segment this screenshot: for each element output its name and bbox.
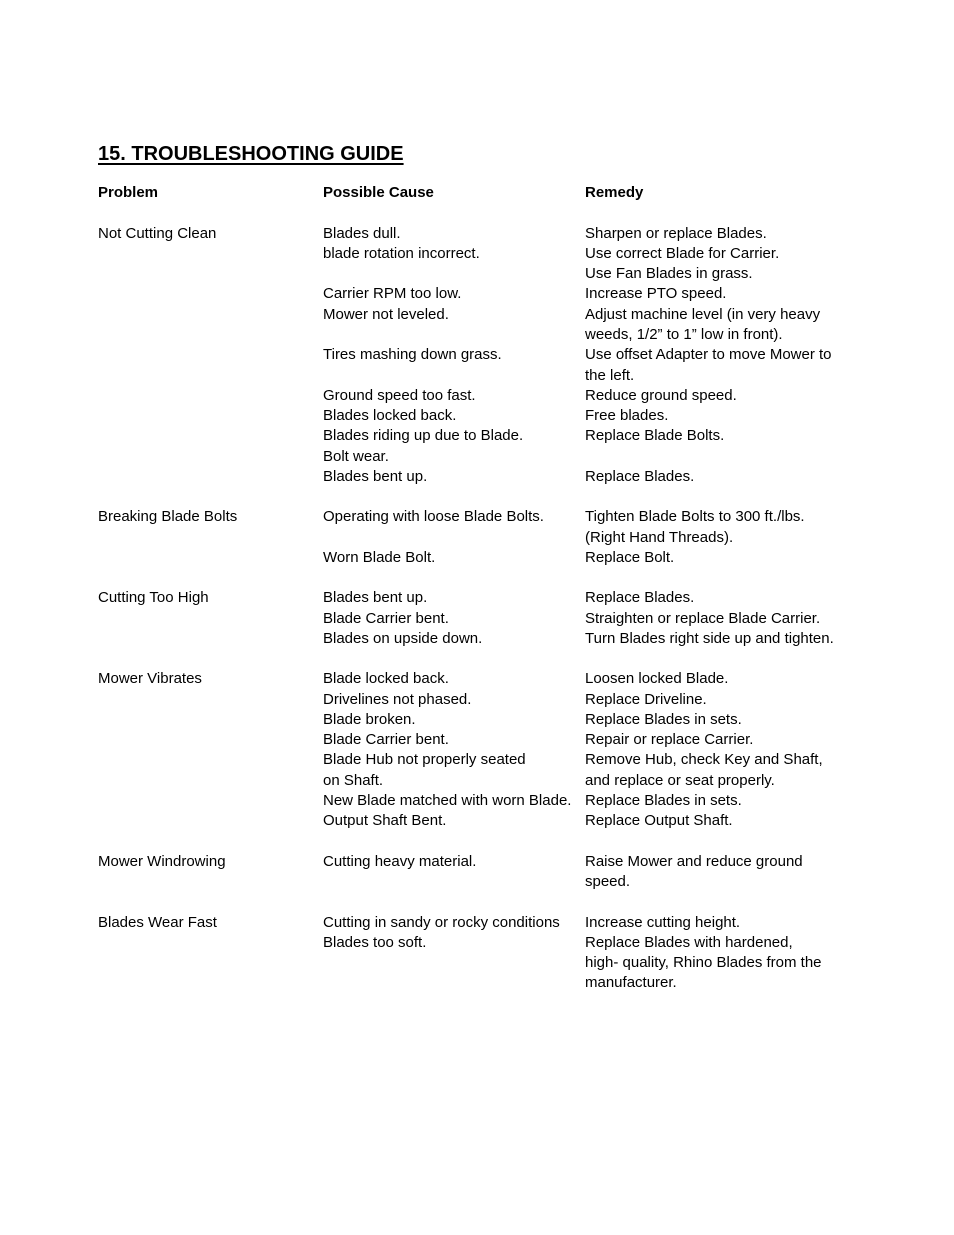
cause-line: Blades bent up. — [323, 468, 428, 485]
problem-label: Mower Vibrates — [98, 670, 202, 687]
cause-line: New Blade matched with worn Blade. — [323, 792, 572, 809]
remedy-line: high- quality, Rhino Blades from the — [585, 954, 822, 971]
problem-label: Mower Windrowing — [98, 853, 226, 870]
cause-line: Blade Carrier bent. — [323, 610, 449, 627]
remedy-column-header: Remedy — [585, 184, 644, 201]
problem-column-header: Problem — [98, 184, 159, 201]
remedy-line: Repair or replace Carrier. — [585, 731, 754, 748]
page-title: 15. TROUBLESHOOTING GUIDE — [98, 143, 404, 165]
problem-label: Breaking Blade Bolts — [98, 508, 238, 525]
remedy-line: Increase PTO speed. — [585, 285, 727, 302]
cause-line: Blades riding up due to Blade. — [323, 427, 524, 444]
remedy-line: Replace Bolt. — [585, 549, 675, 566]
remedy-line: Replace Driveline. — [585, 691, 707, 708]
cause-line: Blades locked back. — [323, 407, 457, 424]
remedy-line: Reduce ground speed. — [585, 387, 737, 404]
cause-line: Cutting heavy material. — [323, 853, 477, 870]
remedy-line: Replace Blades in sets. — [585, 711, 742, 728]
remedy-line: Raise Mower and reduce ground — [585, 853, 803, 870]
remedy-line: Loosen locked Blade. — [585, 670, 729, 687]
cause-line: Drivelines not phased. — [323, 691, 472, 708]
cause-line: Tires mashing down grass. — [323, 346, 502, 363]
cause-line: Blade Hub not properly seated — [323, 751, 526, 768]
remedy-line: Remove Hub, check Key and Shaft, — [585, 751, 823, 768]
remedy-line: Replace Blade Bolts. — [585, 427, 725, 444]
remedy-line: Tighten Blade Bolts to 300 ft./lbs. — [585, 508, 805, 525]
cause-line: Carrier RPM too low. — [323, 285, 462, 302]
cause-line: Blades bent up. — [323, 589, 428, 606]
remedy-line: Replace Blades with hardened, — [585, 934, 793, 951]
cause-line: Cutting in sandy or rocky conditions — [323, 914, 560, 931]
cause-line: Blades too soft. — [323, 934, 427, 951]
remedy-line: Use Fan Blades in grass. — [585, 265, 753, 282]
remedy-line: Replace Blades. — [585, 589, 695, 606]
cause-line: Ground speed too fast. — [323, 387, 476, 404]
remedy-line: Adjust machine level (in very heavy — [585, 306, 821, 323]
cause-line: Operating with loose Blade Bolts. — [323, 508, 544, 525]
remedy-line: Replace Output Shaft. — [585, 812, 733, 829]
remedy-line: speed. — [585, 873, 631, 890]
problem-label: Cutting Too High — [98, 589, 209, 606]
remedy-line: Increase cutting height. — [585, 914, 741, 931]
cause-line: Mower not leveled. — [323, 306, 449, 323]
cause-line: Bolt wear. — [323, 448, 389, 465]
remedy-line: Turn Blades right side up and tighten. — [585, 630, 834, 647]
cause-line: Blade broken. — [323, 711, 416, 728]
cause-line: Blades on upside down. — [323, 630, 483, 647]
remedy-line: Replace Blades in sets. — [585, 792, 742, 809]
problem-label: Not Cutting Clean — [98, 225, 217, 242]
remedy-line: Sharpen or replace Blades. — [585, 225, 767, 242]
cause-line: Blade locked back. — [323, 670, 449, 687]
remedy-line: Replace Blades. — [585, 468, 695, 485]
remedy-line: manufacturer. — [585, 974, 677, 991]
cause-line: Blade Carrier bent. — [323, 731, 449, 748]
remedy-line: and replace or seat properly. — [585, 772, 775, 789]
remedy-line: weeds, 1/2” to 1” low in front). — [585, 326, 783, 343]
remedy-line: the left. — [585, 367, 635, 384]
cause-line: Output Shaft Bent. — [323, 812, 447, 829]
remedy-line: Free blades. — [585, 407, 669, 424]
remedy-line: Use offset Adapter to move Mower to — [585, 346, 832, 363]
cause-line: Worn Blade Bolt. — [323, 549, 436, 566]
problem-label: Blades Wear Fast — [98, 914, 217, 931]
cause-line: on Shaft. — [323, 772, 384, 789]
cause-column-header: Possible Cause — [323, 184, 434, 201]
cause-line: blade rotation incorrect. — [323, 245, 480, 262]
remedy-line: Use correct Blade for Carrier. — [585, 245, 780, 262]
cause-line: Blades dull. — [323, 225, 401, 242]
remedy-line: (Right Hand Threads). — [585, 529, 734, 546]
remedy-line: Straighten or replace Blade Carrier. — [585, 610, 821, 627]
